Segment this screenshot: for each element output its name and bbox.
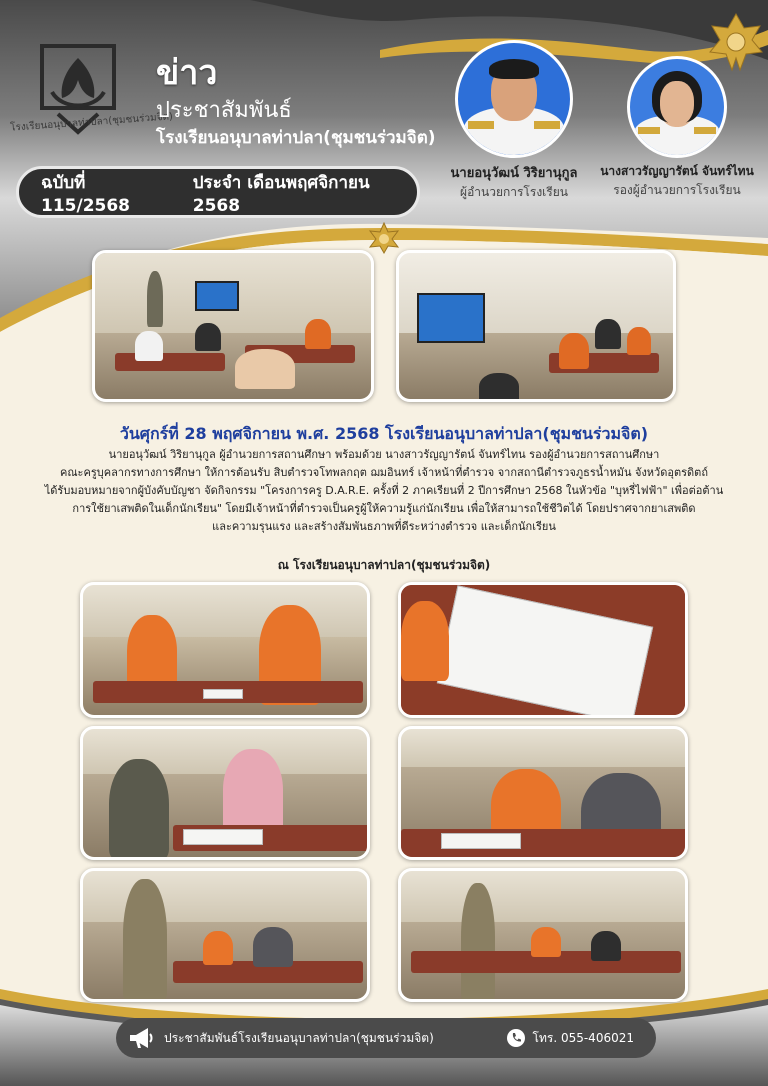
article-line-2: คณะครูบุคลากรทางการศึกษา ให้การต้อนรับ สิบตำรวจโทพลกฤต ฌมอินทร์ เจ้าหน้าที่ตำรวจ จากสถานีตำรวจภูธรน้ำหมัน จังหวัดอุตรดิตถ์ xyxy=(59,466,708,479)
title-main: ข่าว xyxy=(156,53,218,93)
article-line-4: การใช้ยาเสพติดในเด็กนักเรียน" โดยมีเจ้าหน้าที่ตำรวจเป็นครูผู้ให้ความรู้แก่นักเรียน เพื่อให้สามารถใช้ชีวิตได้ โดยปราศจากยาเสพติด xyxy=(72,502,696,515)
location-line: ณ โรงเรียนอนุบาลท่าปลา(ชุมชนร่วมจิต) xyxy=(277,558,491,572)
footer-phone xyxy=(507,1029,634,1048)
classroom-photo-1 xyxy=(92,250,374,402)
issue-number: ฉบับที่ 115/2568 xyxy=(41,172,131,216)
grid-photo-3 xyxy=(80,726,370,860)
grid-photo-1 xyxy=(80,582,370,718)
deputy-director-role: รองผู้อำนวยการโรงเรียน xyxy=(613,183,741,197)
deputy-director-name: นางสาวรัญญารัตน์ จันทร์ไทน xyxy=(600,164,754,178)
director-name: นายอนุวัฒน์ วิริยานุกูล xyxy=(450,166,578,181)
deputy-director-card xyxy=(592,56,762,200)
director-card xyxy=(440,40,588,202)
grid-photo-2 xyxy=(398,582,688,718)
article-line-1: นายอนุวัฒน์ วิริยานุกูล ผู้อำนวยการสถานศึกษา พร้อมด้วย นางสาวรัญญารัตน์ จันทร์ไทน รองผู้อำนวยการสถานศึกษา xyxy=(108,448,660,461)
footer-label: ประชาสัมพันธ์โรงเรียนอนุบาลท่าปลา(ชุมชนร่วมจิต) xyxy=(164,1030,434,1045)
article-line-3: ได้รับมอบหมายจากผู้บังคับบัญชา จัดกิจกรรม "โครงการครู D.A.R.E. ครั้งที่ 2 ภาคเรียนที่ 2 ปีการศึกษา 2568 ในหัวข้อ "บุหรี่ไฟฟ้า" เพื่อต่อต้าน xyxy=(44,484,724,497)
phone-icon xyxy=(507,1029,525,1047)
article-headline: วันศุกร์ที่ 28 พฤศจิกายน พ.ศ. 2568 โรงเรียนอนุบาลท่าปลา(ชุมชนร่วมจิต) xyxy=(119,424,649,443)
logo-text: โรงเรียนอนุบาลท่าปลา(ชุมชนร่วมจิต) xyxy=(9,111,174,134)
footer-pill xyxy=(116,1018,656,1058)
issue-month: ประจำ เดือนพฤศจิกายน 2568 xyxy=(192,172,370,216)
director-role: ผู้อำนวยการโรงเรียน xyxy=(460,185,568,199)
phone-number: โทร. 055-406021 xyxy=(532,1030,634,1045)
center-flower-ornament xyxy=(368,222,400,254)
issue-pill xyxy=(16,166,420,218)
director-photo xyxy=(455,40,573,158)
title-sub: ประชาสัมพันธ์ xyxy=(156,98,292,123)
classroom-photo-2 xyxy=(396,250,676,402)
megaphone-icon xyxy=(126,1023,156,1053)
grid-photo-4 xyxy=(398,726,688,860)
article-line-5: และความรุนแรง และสร้างสัมพันธภาพที่ดีระหว่างตำรวจ และเด็กนักเรียน xyxy=(212,520,556,533)
title-school: โรงเรียนอนุบาลท่าปลา(ชุมชนร่วมจิต) xyxy=(156,128,436,148)
deputy-director-photo xyxy=(627,56,727,158)
article-body xyxy=(24,446,744,536)
